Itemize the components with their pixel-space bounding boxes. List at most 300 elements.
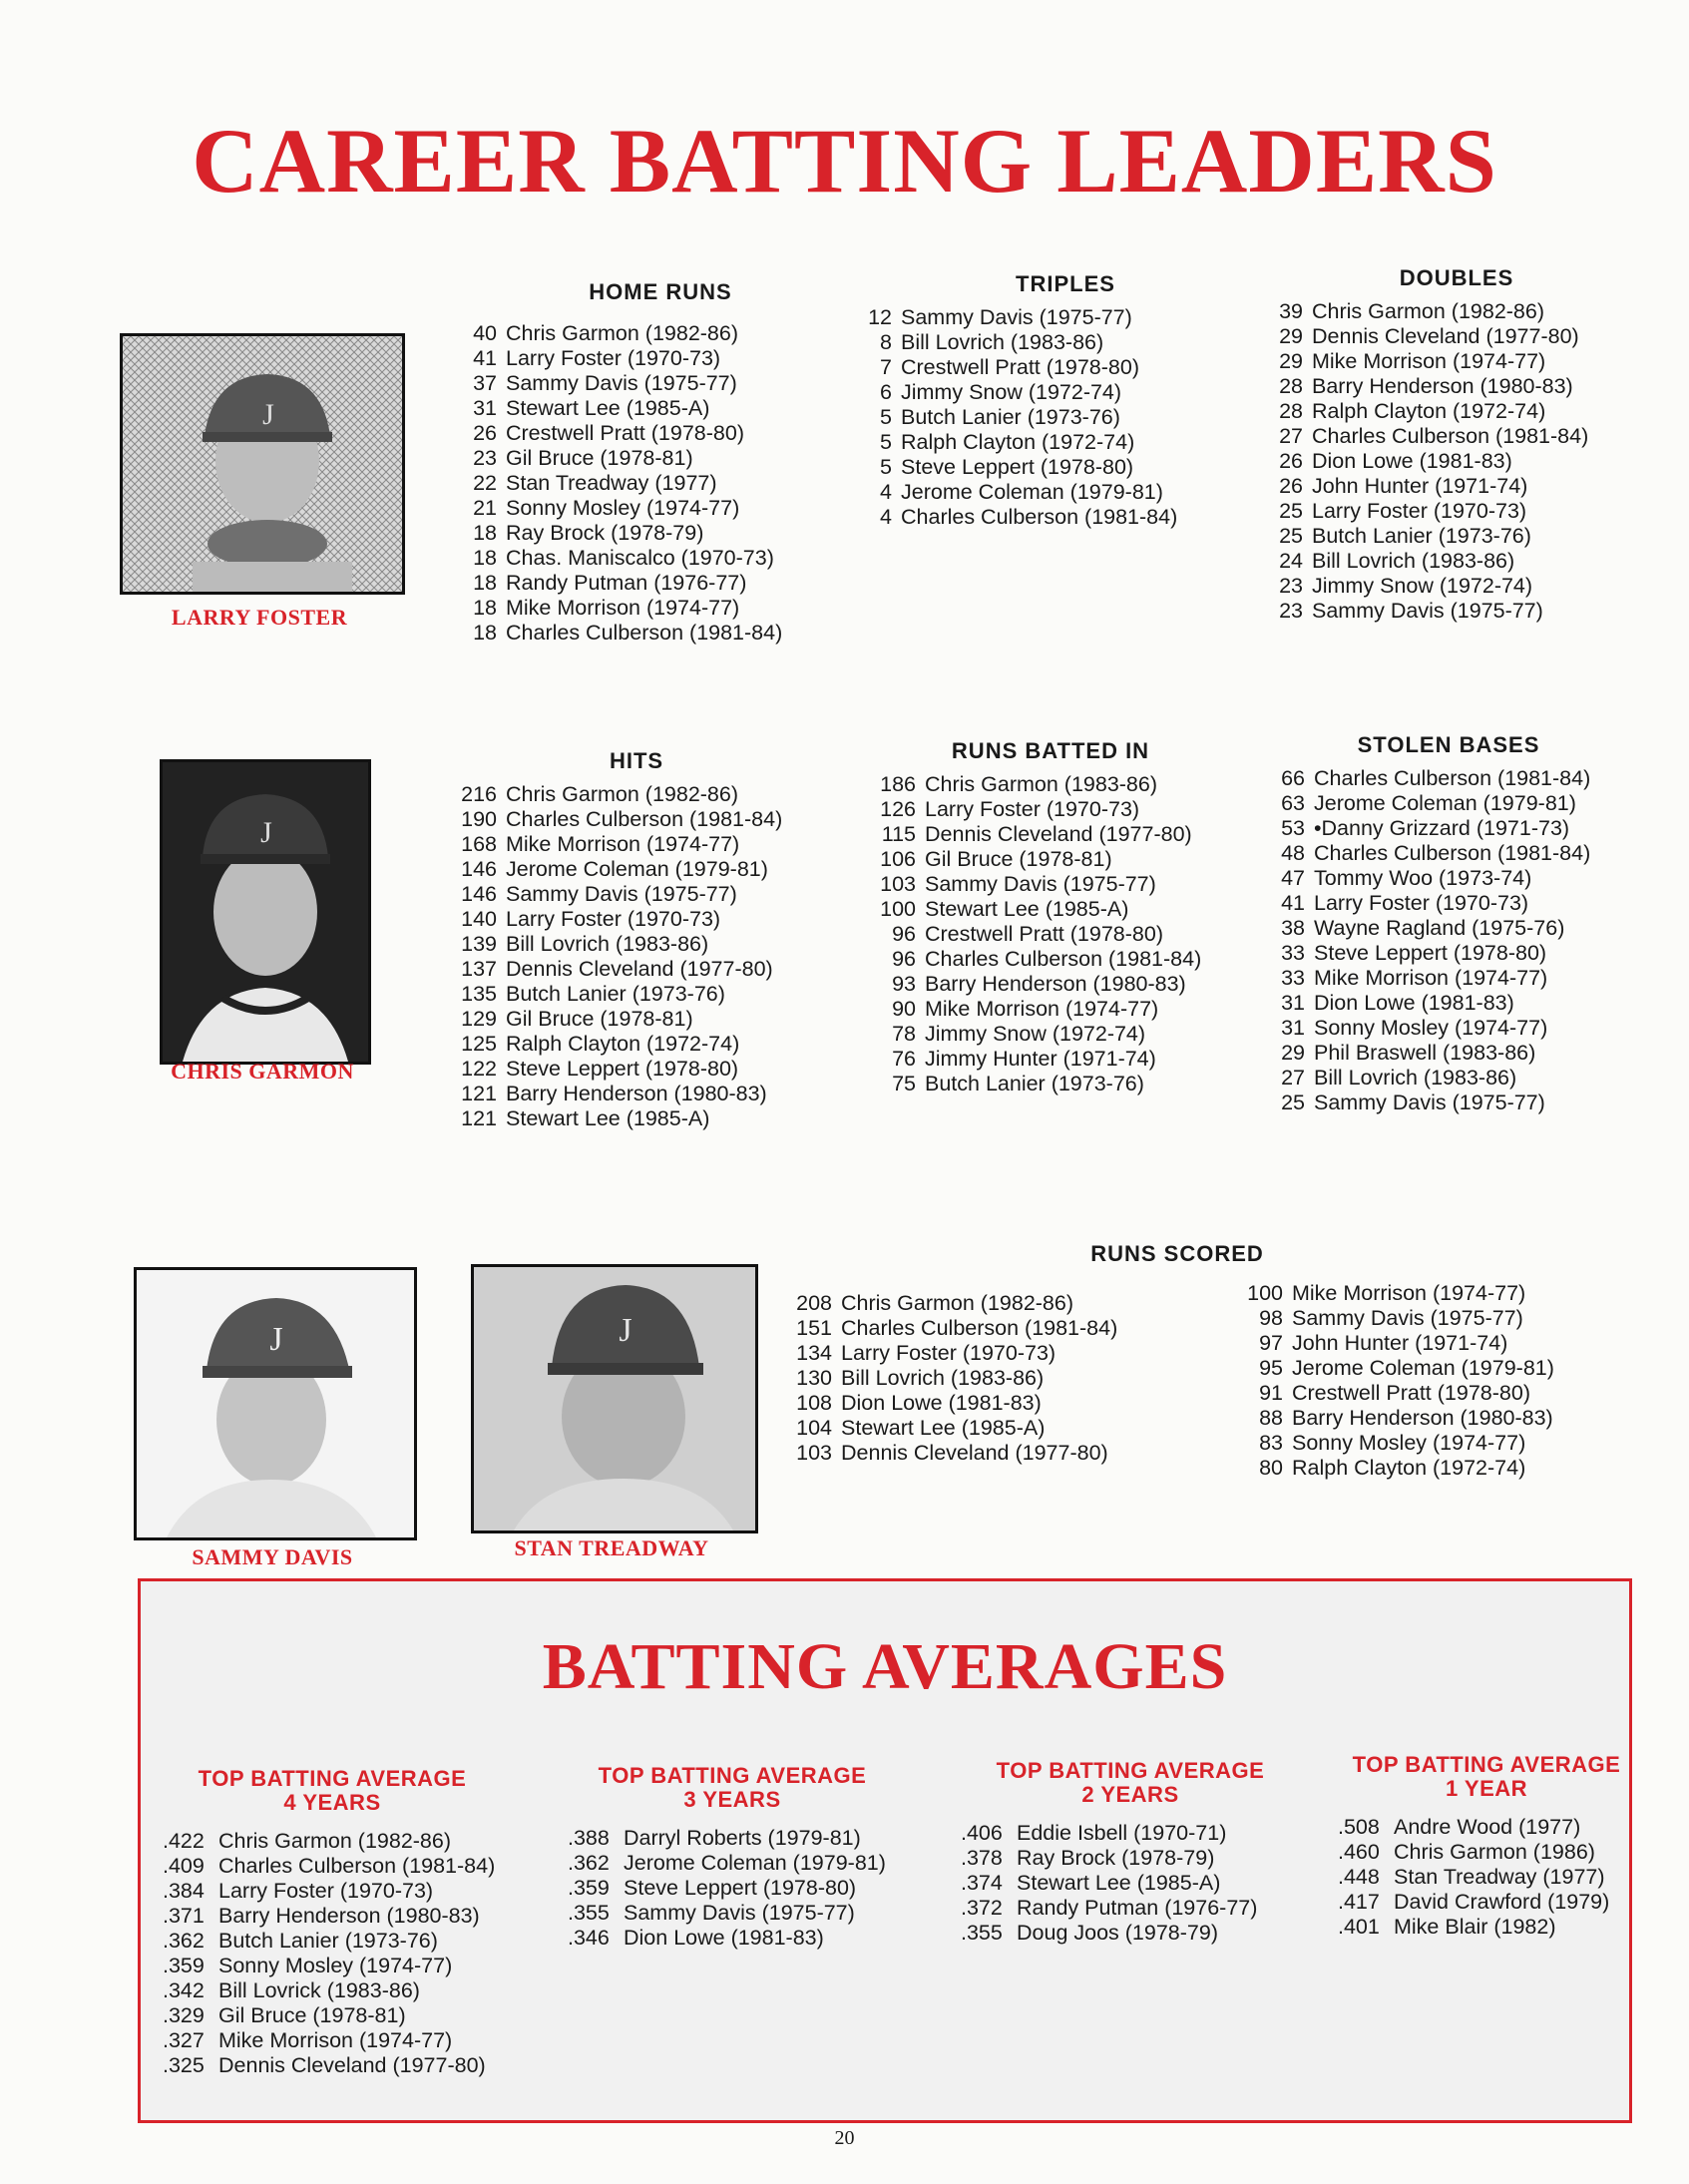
player-entry: Ralph Clayton (1972-74) (506, 1032, 740, 1056)
stat-value: .460 (1338, 1840, 1380, 1864)
player-entry: Jimmy Hunter (1971-74) (925, 1047, 1156, 1071)
avg-2-years-heading (961, 1759, 1300, 1807)
list-item (461, 371, 860, 396)
avg-heading-line1: TOP BATTING AVERAGE (996, 1758, 1265, 1783)
player-entry: Mike Morrison (1974-77) (506, 832, 740, 856)
stat-value: 93 (892, 972, 916, 996)
hits-section (447, 748, 846, 1131)
stat-value: 48 (1281, 841, 1305, 865)
stat-value: 22 (473, 471, 497, 495)
player-entry: Dennis Cleveland (1977-80) (218, 2053, 486, 2077)
avg-3-years-list (568, 1826, 897, 1951)
stat-value: .417 (1338, 1890, 1380, 1914)
list-item (1233, 1331, 1632, 1356)
triples-section (856, 271, 1275, 530)
stat-value: 38 (1281, 916, 1305, 940)
stat-value: 24 (1279, 549, 1303, 573)
list-item (1267, 449, 1646, 474)
stat-value: 106 (880, 847, 916, 871)
stat-value: .422 (163, 1829, 205, 1853)
list-item (568, 1826, 897, 1851)
stat-value: .362 (163, 1929, 205, 1953)
stat-value: 80 (1259, 1456, 1283, 1480)
stat-value: 190 (461, 807, 497, 831)
list-item (1267, 524, 1646, 549)
list-item (447, 882, 846, 907)
player-entry: Jerome Coleman (1979-81) (624, 1851, 886, 1875)
avg-heading-line1: TOP BATTING AVERAGE (198, 1766, 467, 1791)
player-entry: Charles Culberson (1981-84) (1314, 766, 1591, 790)
stat-value: 103 (880, 872, 916, 896)
player-entry: Charles Culberson (1981-84) (1314, 841, 1591, 865)
list-item (1233, 1306, 1632, 1331)
player-entry: Steve Leppert (1978-80) (506, 1057, 739, 1081)
player-entry: Ray Brock (1978-79) (506, 521, 704, 545)
list-item (856, 380, 1275, 405)
stat-value: 135 (461, 982, 497, 1006)
stat-value: 125 (461, 1032, 497, 1056)
stat-value: 137 (461, 957, 497, 981)
list-item (1338, 1840, 1627, 1865)
player-entry: Dion Lowe (1981-83) (841, 1391, 1042, 1415)
runs-scored-list-left (782, 1291, 1181, 1466)
player-entry: Larry Foster (1970-73) (218, 1879, 434, 1903)
list-item (1233, 1431, 1632, 1456)
stat-value: 151 (796, 1316, 832, 1340)
list-item (1233, 1356, 1632, 1381)
player-entry: Ralph Clayton (1972-74) (1292, 1456, 1526, 1480)
player-entry: Bill Lovrich (1983-86) (506, 932, 709, 956)
rbi-list (866, 772, 1265, 1096)
player-entry: Jimmy Snow (1972-74) (901, 380, 1122, 404)
player-entry: Charles Culberson (1981-84) (218, 1854, 496, 1878)
list-item (1267, 574, 1646, 599)
svg-text:J: J (260, 816, 272, 849)
stat-value: 4 (880, 480, 892, 504)
list-item (1267, 324, 1646, 349)
list-item (1267, 374, 1646, 399)
player-entry: Larry Foster (1970-73) (841, 1341, 1056, 1365)
player-entry: Jerome Coleman (1979-81) (1292, 1356, 1554, 1380)
list-item (447, 982, 846, 1007)
list-item (163, 1904, 502, 1929)
list-item (856, 480, 1275, 505)
list-item (568, 1901, 897, 1926)
stat-value: 41 (473, 346, 497, 370)
list-item (866, 997, 1265, 1022)
avg-1-year (1338, 1753, 1627, 1940)
list-item (1233, 1281, 1632, 1306)
triples-list (856, 305, 1275, 530)
stat-value: 31 (473, 396, 497, 420)
stat-value: 27 (1279, 424, 1303, 448)
stat-value: 31 (1281, 991, 1305, 1015)
list-item (461, 496, 860, 521)
list-item (163, 2028, 502, 2053)
list-item (447, 932, 846, 957)
caption-stan-treadway: STAN TREADWAY (514, 1535, 709, 1560)
player-entry: Sonny Mosley (1974-77) (218, 1954, 453, 1977)
avg-heading-line2: 4 YEARS (283, 1790, 381, 1815)
stat-value: 27 (1281, 1066, 1305, 1090)
list-item (856, 455, 1275, 480)
player-entry: Charles Culberson (1981-84) (841, 1316, 1118, 1340)
stat-value: 7 (880, 355, 892, 379)
player-entry: Mike Morrison (1974-77) (218, 2028, 453, 2052)
player-entry: Butch Lanier (1973-76) (901, 405, 1120, 429)
stat-value: .508 (1338, 1815, 1380, 1839)
list-item (461, 521, 860, 546)
stat-value: 121 (461, 1106, 497, 1130)
player-entry: David Crawford (1979) (1394, 1890, 1610, 1914)
stat-value: 146 (461, 882, 497, 906)
avg-4-years-list (163, 1829, 502, 2078)
stat-value: 26 (1279, 474, 1303, 498)
list-item (461, 396, 860, 421)
list-item (782, 1441, 1181, 1466)
player-entry: Stewart Lee (1985-A) (506, 1106, 710, 1130)
avg-4-years (163, 1767, 502, 2078)
player-entry: Gil Bruce (1978-81) (925, 847, 1112, 871)
stat-value: 29 (1281, 1041, 1305, 1065)
list-item (1338, 1865, 1627, 1890)
stat-value: .342 (163, 1978, 205, 2002)
stat-value: 26 (473, 421, 497, 445)
stat-value: .327 (163, 2028, 205, 2052)
home-runs-list (461, 321, 860, 646)
stat-value: 76 (892, 1047, 916, 1071)
list-item (866, 972, 1265, 997)
rbi-section (866, 738, 1265, 1096)
list-item (1269, 1066, 1668, 1091)
stat-value: .329 (163, 2003, 205, 2027)
list-item (961, 1896, 1300, 1921)
player-photo-stan-treadway (471, 1264, 758, 1533)
list-item (856, 355, 1275, 380)
stat-value: 115 (881, 822, 916, 846)
svg-text:J: J (269, 1321, 283, 1358)
player-photo-image (137, 1270, 414, 1537)
player-entry: •Danny Grizzard (1971-73) (1314, 816, 1570, 840)
stat-value: 18 (473, 596, 497, 620)
stat-value: 53 (1281, 816, 1305, 840)
stat-value: 18 (473, 546, 497, 570)
stolen-bases-list (1269, 766, 1668, 1115)
stat-value: 122 (461, 1057, 497, 1081)
stat-value: .448 (1338, 1865, 1380, 1889)
player-entry: Bill Lovrich (1983-86) (901, 330, 1104, 354)
list-item (866, 922, 1265, 947)
list-item (447, 1106, 846, 1131)
list-item (1269, 941, 1668, 966)
stat-value: 5 (880, 405, 892, 429)
avg-heading-line1: TOP BATTING AVERAGE (598, 1763, 867, 1788)
player-entry: Chris Garmon (1986) (1394, 1840, 1595, 1864)
player-entry: Dion Lowe (1981-83) (624, 1926, 824, 1950)
player-entry: Bill Lovrich (1983-86) (1314, 1066, 1517, 1090)
caption-sammy-davis: SAMMY DAVIS (192, 1544, 353, 1569)
stolen-bases-section (1269, 732, 1668, 1115)
list-item (1269, 966, 1668, 991)
list-item (961, 1921, 1300, 1946)
list-item (461, 596, 860, 621)
player-photo-image (123, 336, 402, 592)
list-item (163, 2003, 502, 2028)
player-entry: Mike Morrison (1974-77) (925, 997, 1159, 1021)
player-entry: Sonny Mosley (1974-77) (1314, 1016, 1548, 1040)
player-entry: Sammy Davis (1975-77) (1314, 1091, 1545, 1114)
svg-text:J: J (262, 398, 274, 431)
list-item (856, 405, 1275, 430)
avg-heading-line2: 2 YEARS (1081, 1782, 1179, 1807)
stat-value: 186 (880, 772, 916, 796)
list-item (568, 1926, 897, 1951)
avg-1-year-heading (1338, 1753, 1627, 1801)
list-item (1267, 474, 1646, 499)
list-item (568, 1851, 897, 1876)
list-item (856, 505, 1275, 530)
stat-value: 140 (461, 907, 497, 931)
player-entry: Jerome Coleman (1979-81) (506, 857, 768, 881)
player-entry: Dion Lowe (1981-83) (1312, 449, 1512, 473)
player-entry: Mike Morrison (1974-77) (506, 596, 740, 620)
stat-value: .359 (568, 1876, 610, 1900)
player-entry: Charles Culberson (1981-84) (901, 505, 1178, 529)
list-item (856, 330, 1275, 355)
player-entry: Stewart Lee (1985-A) (1017, 1871, 1221, 1895)
player-entry: Chris Garmon (1982-86) (841, 1291, 1074, 1315)
player-entry: Jimmy Snow (1972-74) (925, 1022, 1146, 1046)
stat-value: 121 (461, 1082, 497, 1105)
list-item (1269, 866, 1668, 891)
stat-value: 23 (1279, 574, 1303, 598)
stat-value: 100 (880, 897, 916, 921)
stat-value: 25 (1279, 524, 1303, 548)
list-item (1269, 766, 1668, 791)
player-entry: Butch Lanier (1973-76) (925, 1072, 1144, 1095)
player-entry: Sammy Davis (1975-77) (624, 1901, 855, 1925)
player-photo-chris-garmon (160, 759, 371, 1065)
player-entry: Steve Leppert (1978-80) (901, 455, 1134, 479)
player-entry: Mike Blair (1982) (1394, 1915, 1556, 1939)
player-entry: Barry Henderson (1980-83) (1312, 374, 1573, 398)
player-entry: Crestwell Pratt (1978-80) (901, 355, 1139, 379)
rbi-heading: RUNS BATTED IN (951, 738, 1150, 763)
list-item (961, 1871, 1300, 1896)
stat-value: .362 (568, 1851, 610, 1875)
list-item (961, 1846, 1300, 1871)
stat-value: 104 (796, 1416, 832, 1440)
player-entry: Stan Treadway (1977) (506, 471, 717, 495)
player-entry: Larry Foster (1970-73) (1314, 891, 1529, 915)
list-item (163, 1829, 502, 1854)
stolen-bases-heading: STOLEN BASES (1357, 732, 1540, 757)
stat-value: 100 (1247, 1281, 1283, 1305)
player-entry: Chris Garmon (1982-86) (506, 782, 739, 806)
list-item (1269, 1091, 1668, 1115)
avg-heading-line2: 1 YEAR (1445, 1776, 1528, 1801)
list-item (447, 807, 846, 832)
player-entry: Charles Culberson (1981-84) (506, 621, 783, 645)
stat-value: .372 (961, 1896, 1003, 1920)
list-item (1269, 1041, 1668, 1066)
list-item (447, 832, 846, 857)
list-item (1269, 1016, 1668, 1041)
stat-value: 88 (1259, 1406, 1283, 1430)
list-item (1267, 299, 1646, 324)
player-entry: Dennis Cleveland (1977-80) (506, 957, 773, 981)
runs-scored-left (782, 1291, 1181, 1466)
stat-value: .378 (961, 1846, 1003, 1870)
player-photo-image (474, 1267, 755, 1530)
stat-value: 25 (1281, 1091, 1305, 1114)
player-entry: Andre Wood (1977) (1394, 1815, 1581, 1839)
player-entry: Eddie Isbell (1970-71) (1017, 1821, 1227, 1845)
player-entry: Gil Bruce (1978-81) (218, 2003, 406, 2027)
player-entry: Steve Leppert (1978-80) (624, 1876, 857, 1900)
player-photo-larry-foster (120, 333, 405, 595)
doubles-list (1267, 299, 1646, 624)
stat-value: 95 (1259, 1356, 1283, 1380)
player-entry: Charles Culberson (1981-84) (925, 947, 1202, 971)
list-item (1267, 499, 1646, 524)
player-entry: Charles Culberson (1981-84) (1312, 424, 1589, 448)
list-item (1269, 816, 1668, 841)
avg-3-years (568, 1764, 897, 1951)
stat-value: 28 (1279, 399, 1303, 423)
player-entry: Steve Leppert (1978-80) (1314, 941, 1547, 965)
list-item (866, 1047, 1265, 1072)
runs-scored-right (1233, 1281, 1632, 1481)
stat-value: 168 (461, 832, 497, 856)
list-item (866, 872, 1265, 897)
player-entry: Sammy Davis (1975-77) (506, 882, 737, 906)
runs-scored-list-right (1233, 1281, 1632, 1481)
stat-value: 29 (1279, 324, 1303, 348)
list-item (447, 857, 846, 882)
stat-value: 6 (880, 380, 892, 404)
stat-value: 134 (796, 1341, 832, 1365)
player-entry: Chris Garmon (1982-86) (1312, 299, 1545, 323)
player-entry: Dion Lowe (1981-83) (1314, 991, 1514, 1015)
list-item (782, 1366, 1181, 1391)
player-entry: Tommy Woo (1973-74) (1314, 866, 1532, 890)
player-entry: Barry Henderson (1980-83) (506, 1082, 767, 1105)
list-item (866, 1072, 1265, 1096)
player-entry: Chas. Maniscalco (1970-73) (506, 546, 774, 570)
avg-heading-line2: 3 YEARS (683, 1787, 781, 1812)
list-item (782, 1291, 1181, 1316)
player-entry: Stewart Lee (1985-A) (841, 1416, 1046, 1440)
player-entry: Dennis Cleveland (1977-80) (925, 822, 1192, 846)
player-entry: Crestwell Pratt (1978-80) (506, 421, 744, 445)
player-entry: Jimmy Snow (1972-74) (1312, 574, 1533, 598)
stat-value: 83 (1259, 1431, 1283, 1455)
list-item (1338, 1915, 1627, 1940)
list-item (163, 1879, 502, 1904)
stat-value: 129 (461, 1007, 497, 1031)
list-item (1267, 599, 1646, 624)
player-entry: Sammy Davis (1975-77) (1312, 599, 1543, 623)
player-entry: Phil Braswell (1983-86) (1314, 1041, 1536, 1065)
list-item (1233, 1381, 1632, 1406)
stat-value: 208 (796, 1291, 832, 1315)
stat-value: 108 (796, 1391, 832, 1415)
list-item (1269, 891, 1668, 916)
stat-value: 139 (461, 932, 497, 956)
player-entry: John Hunter (1971-74) (1292, 1331, 1508, 1355)
avg-3-years-heading (568, 1764, 897, 1812)
list-item (782, 1391, 1181, 1416)
list-item (461, 621, 860, 646)
list-item (447, 1032, 846, 1057)
hits-list (447, 782, 846, 1131)
page-title: CAREER BATTING LEADERS (192, 110, 1497, 212)
stat-value: 37 (473, 371, 497, 395)
caption-chris-garmon: CHRIS GARMON (171, 1059, 354, 1084)
player-entry: Gil Bruce (1978-81) (506, 446, 693, 470)
player-entry: Bill Lovrich (1983-86) (841, 1366, 1045, 1390)
player-entry: Mike Morrison (1974-77) (1312, 349, 1546, 373)
stat-value: 23 (473, 446, 497, 470)
list-item (866, 1022, 1265, 1047)
list-item (1267, 349, 1646, 374)
player-entry: Ray Brock (1978-79) (1017, 1846, 1215, 1870)
player-entry: Butch Lanier (1973-76) (1312, 524, 1531, 548)
player-entry: Butch Lanier (1973-76) (506, 982, 725, 1006)
stat-value: .374 (961, 1871, 1003, 1895)
triples-heading: TRIPLES (1016, 271, 1115, 296)
stat-value: .384 (163, 1879, 205, 1903)
list-item (461, 321, 860, 346)
caption-larry-foster: LARRY FOSTER (171, 605, 348, 630)
list-item (447, 957, 846, 982)
stat-value: .406 (961, 1821, 1003, 1845)
list-item (447, 1082, 846, 1106)
avg-4-years-heading (163, 1767, 502, 1815)
list-item (461, 446, 860, 471)
stat-value: .355 (961, 1921, 1003, 1945)
stat-value: 18 (473, 571, 497, 595)
doubles-heading: DOUBLES (1399, 265, 1514, 290)
stat-value: 63 (1281, 791, 1305, 815)
list-item (568, 1876, 897, 1901)
player-entry: Dennis Cleveland (1977-80) (1312, 324, 1579, 348)
avg-2-years-list (961, 1821, 1300, 1946)
player-entry: Sammy Davis (1975-77) (1292, 1306, 1523, 1330)
stat-value: 39 (1279, 299, 1303, 323)
list-item (1338, 1890, 1627, 1915)
stat-value: 75 (892, 1072, 916, 1095)
page-number: 20 (834, 2127, 855, 2149)
player-entry: Ralph Clayton (1972-74) (901, 430, 1135, 454)
stat-value: 40 (473, 321, 497, 345)
player-entry: Gil Bruce (1978-81) (506, 1007, 693, 1031)
list-item (447, 782, 846, 807)
list-item (1269, 991, 1668, 1016)
player-entry: Darryl Roberts (1979-81) (624, 1826, 861, 1850)
stat-value: 18 (473, 621, 497, 645)
list-item (447, 1057, 846, 1082)
list-item (782, 1316, 1181, 1341)
player-entry: Butch Lanier (1973-76) (218, 1929, 438, 1953)
stat-value: .359 (163, 1954, 205, 1977)
stat-value: 66 (1281, 766, 1305, 790)
player-entry: Larry Foster (1970-73) (1312, 499, 1527, 523)
player-entry: Larry Foster (1970-73) (925, 797, 1140, 821)
player-entry: Sammy Davis (1975-77) (901, 305, 1132, 329)
stat-value: .346 (568, 1926, 610, 1950)
